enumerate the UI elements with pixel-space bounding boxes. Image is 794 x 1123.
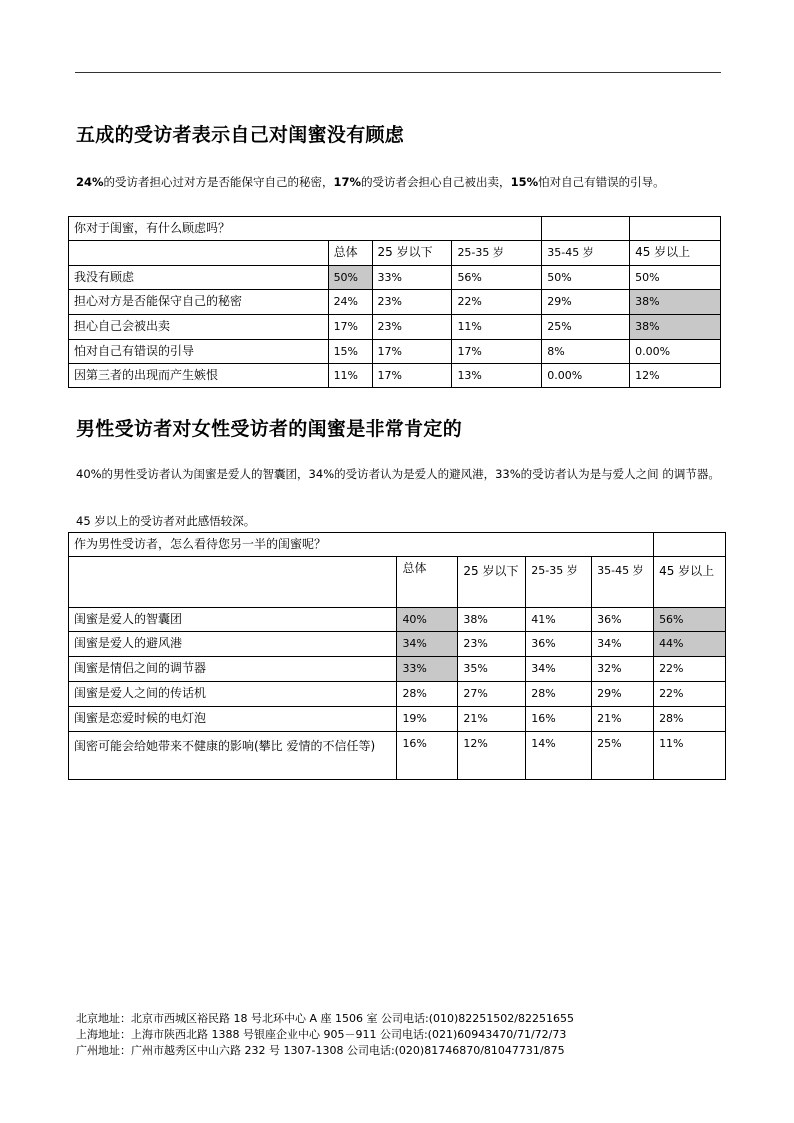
para-text-1: 的受访者担心过对方是否能保守自己的秘密，: [103, 175, 334, 189]
table-row: [69, 632, 726, 657]
cell-value: 29%: [592, 682, 654, 707]
cell-value: 29%: [542, 290, 630, 315]
cell-value: 34%: [397, 632, 458, 657]
footer-shanghai: 上海地址：上海市陕西北路 1388 号银座企业中心 905－911 公司电话:(021)60943470/71/72/73: [76, 1028, 567, 1041]
row-label: 我没有顾虑: [69, 266, 329, 290]
cell-value: 28%: [397, 682, 458, 707]
table-question: 作为男性受访者，怎么看待您另一半的闺蜜呢？: [69, 533, 654, 557]
table-row: [69, 364, 721, 388]
cell-value: 38%: [630, 315, 721, 340]
cell-value: 11%: [452, 315, 542, 340]
para-text-3: 怕对自己有错误的引导。: [538, 175, 665, 189]
cell-value: 50%: [630, 266, 721, 290]
male-view-table: [68, 532, 726, 780]
table-row: [69, 657, 726, 682]
para-text-2: 的受访者会担心自己被出卖，: [361, 175, 511, 189]
table-header-row: [69, 557, 726, 608]
table-row: [69, 732, 726, 780]
stat-betrayed: 17%: [333, 175, 362, 189]
table-row: [69, 682, 726, 707]
cell-value: 38%: [630, 290, 721, 315]
cell-value: 36%: [526, 632, 592, 657]
cell-value: 8%: [542, 340, 630, 364]
row-label: 闺蜜是爱人之间的传话机: [69, 682, 397, 707]
row-label: 因第三者的出现而产生嫉恨: [69, 364, 329, 388]
cell-value: 44%: [654, 632, 726, 657]
col-header: 25-35 岁: [452, 241, 542, 266]
section1-heading: 五成的受访者表示自己对闺蜜没有顾虑: [76, 124, 405, 146]
concerns-table: [68, 216, 721, 388]
cell-value: 22%: [452, 290, 542, 315]
footer-beijing: 北京地址：北京市西城区裕民路 18 号北环中心 A 座 1506 室 公司电话:(010)82251502/82251655: [76, 1012, 574, 1025]
cell-value: 17%: [452, 340, 542, 364]
cell-value: 34%: [592, 632, 654, 657]
table-header-row: [69, 241, 721, 266]
cell-value: 13%: [452, 364, 542, 388]
table-row: [69, 608, 726, 632]
cell-value: 56%: [452, 266, 542, 290]
col-header: 25 岁以下: [458, 557, 526, 608]
table-row: [69, 707, 726, 732]
row-label: 担心自己会被出卖: [69, 315, 329, 340]
cell-value: 25%: [592, 732, 654, 780]
cell-value: 22%: [654, 682, 726, 707]
row-label: 闺蜜是爱人的智囊团: [69, 608, 397, 632]
cell-value: 34%: [526, 657, 592, 682]
col-header: 总体: [397, 557, 458, 608]
cell-value: 19%: [397, 707, 458, 732]
cell-value: 22%: [654, 657, 726, 682]
footer-addresses: [76, 1011, 574, 1059]
stat-secret: 24%: [76, 175, 104, 189]
empty-cell: [630, 217, 721, 241]
section2-paragraph: 40%的男性受访者认为闺蜜是爱人的智囊团，34%的受访者认为是爱人的避风港，33%的受访者认为是与爱人之间 的调节器。: [76, 467, 720, 481]
cell-value: 12%: [458, 732, 526, 780]
section1-paragraph: [76, 171, 724, 193]
cell-value: 24%: [328, 290, 372, 315]
cell-value: 16%: [526, 707, 592, 732]
row-label: 闺蜜是恋爱时候的电灯泡: [69, 707, 397, 732]
cell-value: 33%: [372, 266, 452, 290]
cell-value: 25%: [542, 315, 630, 340]
row-label: 担心对方是否能保守自己的秘密: [69, 290, 329, 315]
table-row: [69, 290, 721, 315]
cell-value: 23%: [372, 315, 452, 340]
cell-value: 15%: [328, 340, 372, 364]
col-header: 35-45 岁: [542, 241, 630, 266]
col-header: 35-45 岁: [592, 557, 654, 608]
cell-value: 28%: [526, 682, 592, 707]
stat-misguide: 15%: [510, 175, 539, 189]
row-label: 闺密可能会给她带来不健康的影响(攀比 爱情的不信任等): [69, 732, 397, 780]
cell-value: 14%: [526, 732, 592, 780]
cell-value: 0.00%: [542, 364, 630, 388]
cell-value: 12%: [630, 364, 721, 388]
header-rule: [75, 72, 721, 73]
cell-value: 36%: [592, 608, 654, 632]
cell-value: 11%: [328, 364, 372, 388]
cell-value: 40%: [397, 608, 458, 632]
row-label: 闺蜜是情侣之间的调节器: [69, 657, 397, 682]
empty-cell: [69, 557, 397, 608]
cell-value: 35%: [458, 657, 526, 682]
col-header: 45 岁以上: [654, 557, 726, 608]
cell-value: 21%: [592, 707, 654, 732]
cell-value: 27%: [458, 682, 526, 707]
cell-value: 21%: [458, 707, 526, 732]
cell-value: 11%: [654, 732, 726, 780]
empty-cell: [69, 241, 329, 266]
table-row: [69, 315, 721, 340]
cell-value: 33%: [397, 657, 458, 682]
empty-cell: [654, 533, 726, 557]
col-header: 总体: [328, 241, 372, 266]
section2-paragraph-note: 45 岁以上的受访者对此感悟较深。: [76, 514, 256, 528]
empty-cell: [542, 217, 630, 241]
col-header: 25-35 岁: [526, 557, 592, 608]
cell-value: 50%: [542, 266, 630, 290]
cell-value: 17%: [372, 340, 452, 364]
cell-value: 41%: [526, 608, 592, 632]
row-label: 怕对自己有错误的引导: [69, 340, 329, 364]
cell-value: 56%: [654, 608, 726, 632]
footer-guangzhou: 广州地址：广州市越秀区中山六路 232 号 1307-1308 公司电话:(020)81746870/81047731/875: [76, 1044, 565, 1057]
row-label: 闺蜜是爱人的避风港: [69, 632, 397, 657]
cell-value: 16%: [397, 732, 458, 780]
cell-value: 28%: [654, 707, 726, 732]
section2-heading: 男性受访者对女性受访者的闺蜜是非常肯定的: [76, 418, 463, 440]
col-header: 45 岁以上: [630, 241, 721, 266]
cell-value: 17%: [372, 364, 452, 388]
col-header: 25 岁以下: [372, 241, 452, 266]
cell-value: 17%: [328, 315, 372, 340]
cell-value: 0.00%: [630, 340, 721, 364]
cell-value: 23%: [458, 632, 526, 657]
cell-value: 23%: [372, 290, 452, 315]
table-row: [69, 340, 721, 364]
cell-value: 38%: [458, 608, 526, 632]
table-row: [69, 266, 721, 290]
cell-value: 50%: [328, 266, 372, 290]
cell-value: 32%: [592, 657, 654, 682]
table-question: 你对于闺蜜，有什么顾虑吗？: [69, 217, 542, 241]
